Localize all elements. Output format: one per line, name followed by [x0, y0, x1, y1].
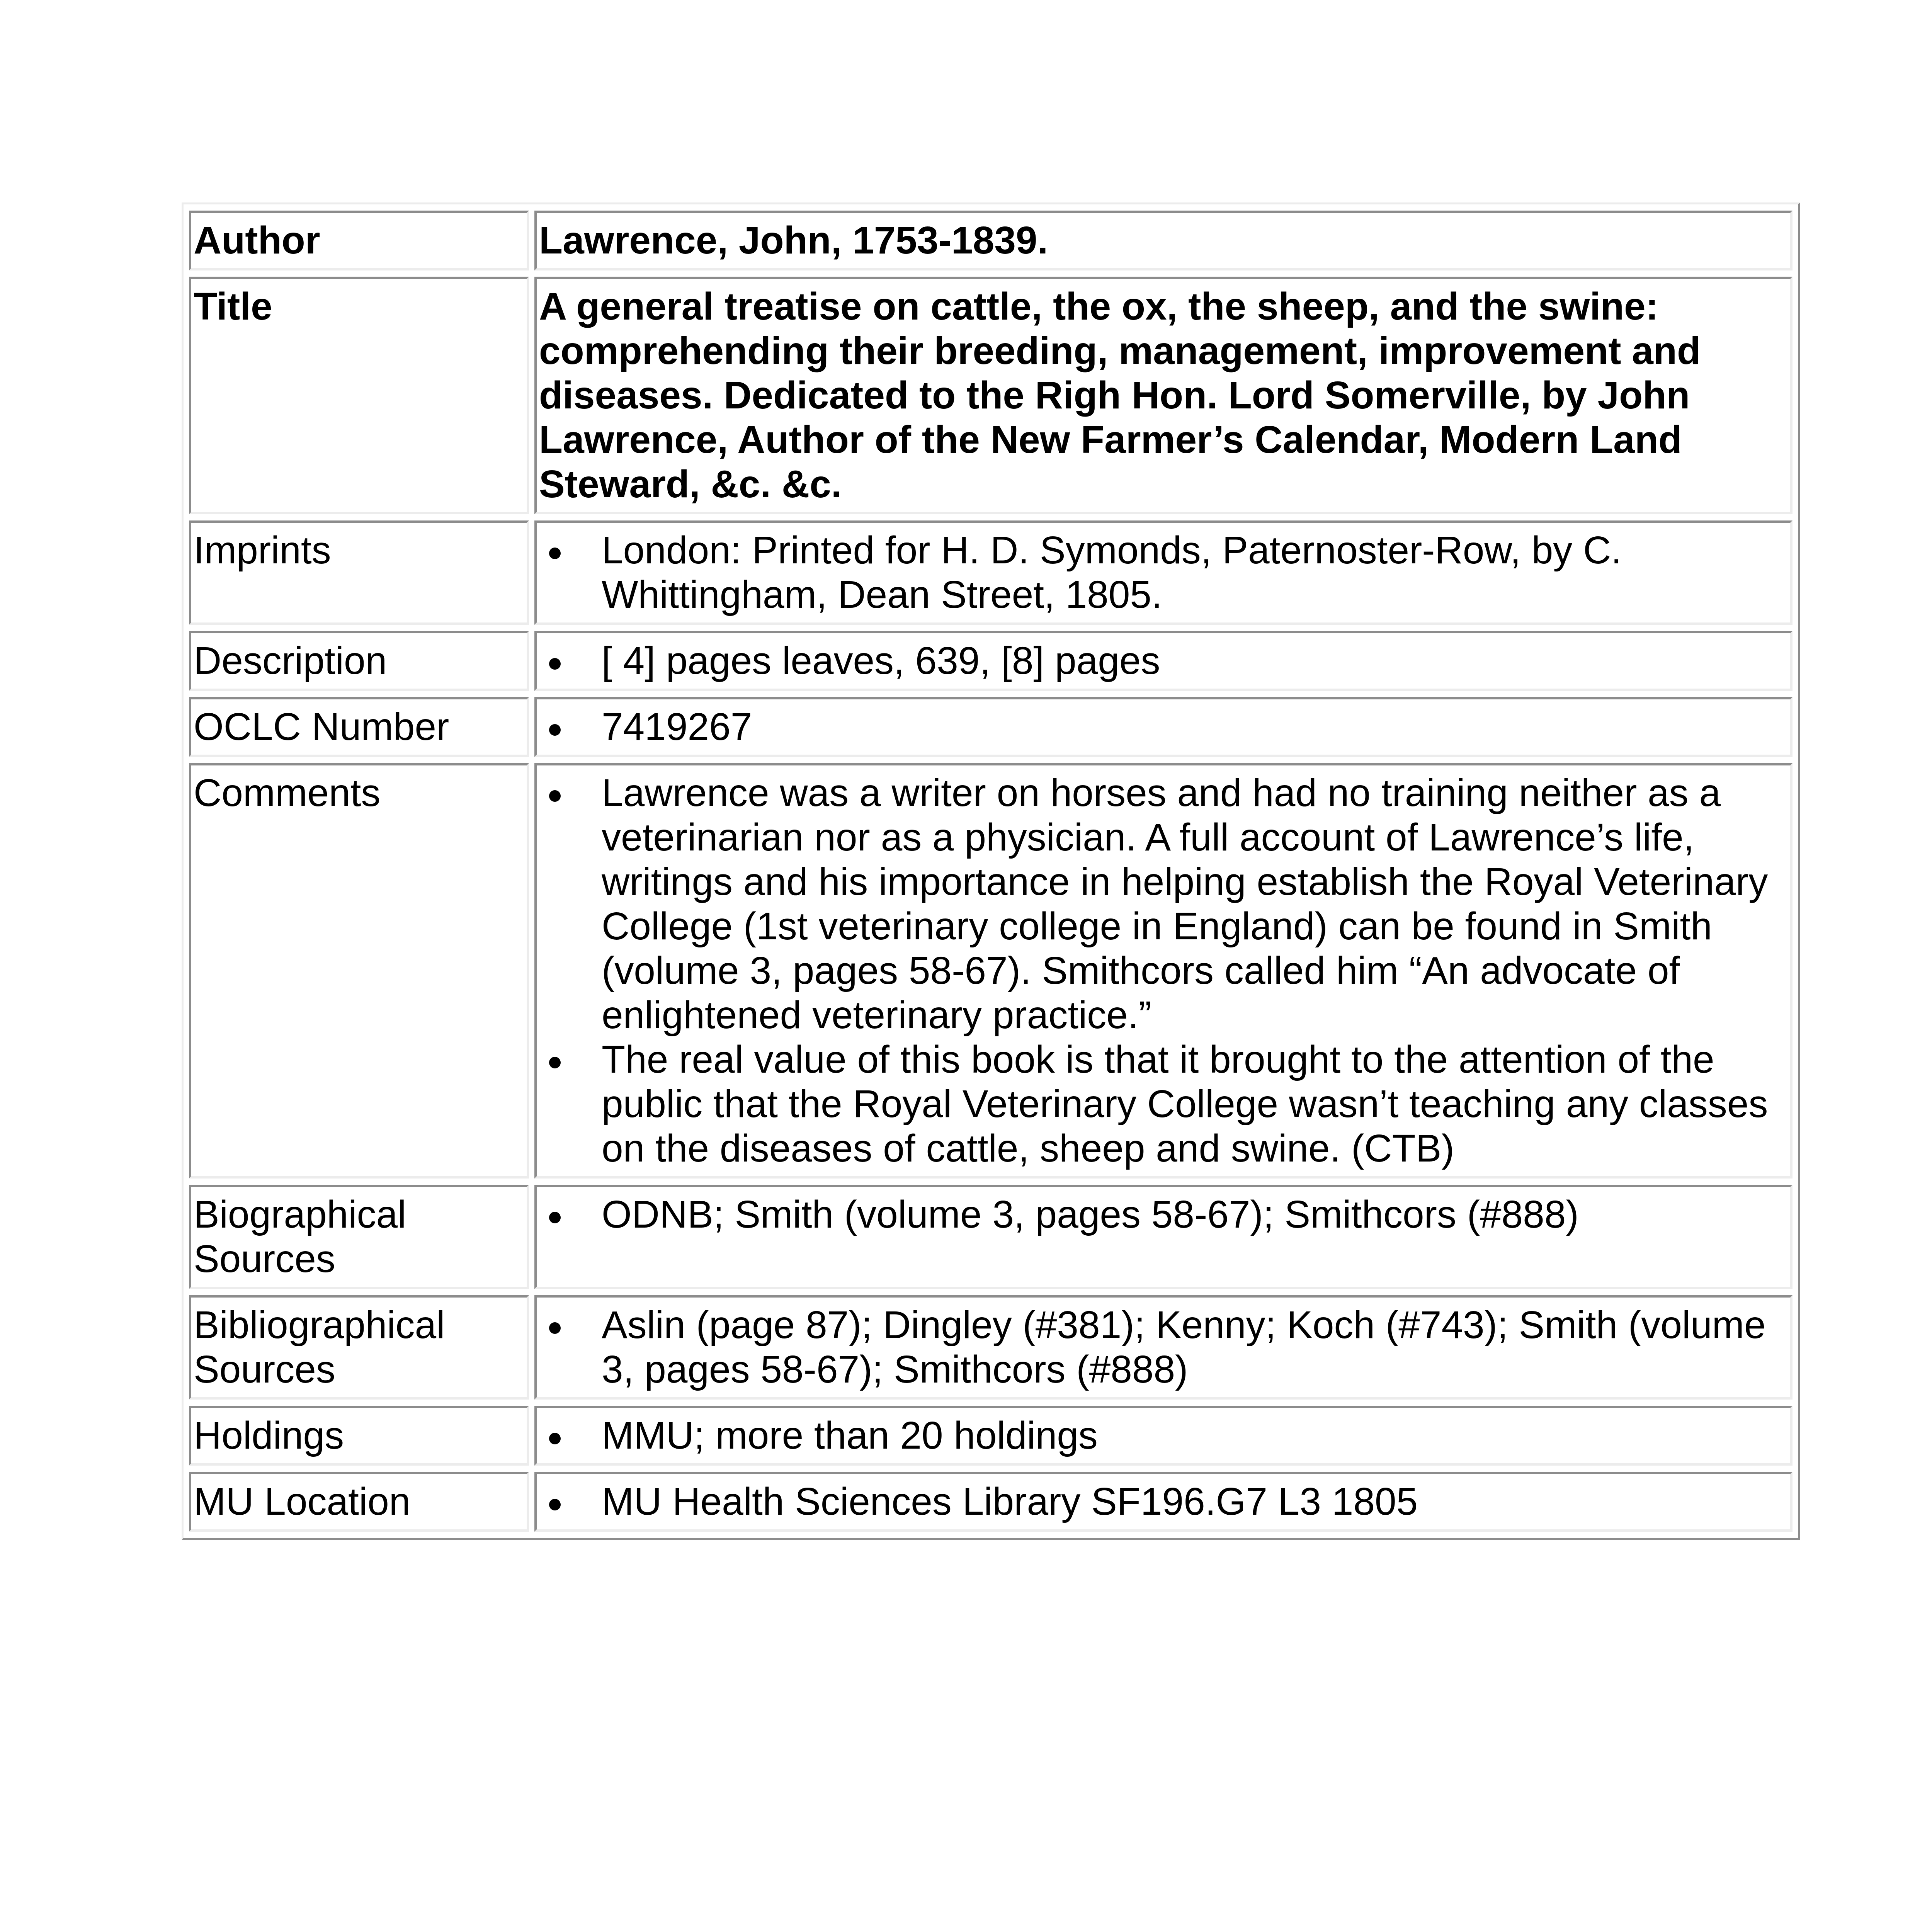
- list-item: [602, 1037, 1787, 1171]
- description-list: [539, 639, 1787, 683]
- field-label-bibliographical-sources: Bibliographical Sources: [189, 1295, 529, 1400]
- field-value-mu-location: [534, 1472, 1793, 1532]
- field-label-biographical-sources: Biographical Sources: [189, 1185, 529, 1289]
- bullet-icon: [549, 724, 561, 736]
- bullet-icon: [549, 790, 561, 802]
- table-row-biographical-sources: [189, 1185, 1793, 1289]
- table-row-bibliographical-sources: [189, 1295, 1793, 1400]
- field-value-title: A general treatise on cattle, the ox, the sheep, and the swine: comprehending their breeding, management, improvement and diseases. Dedicated to the Righ Hon. Lord Somerville, by John Lawrence, Author of the New Farmer’s Calendar, Modern Land Steward, &c. &c.: [534, 277, 1793, 514]
- field-value-description: [534, 631, 1793, 691]
- bullet-icon: [549, 1212, 561, 1223]
- bullet-icon: [549, 658, 561, 670]
- field-label-oclc-number: OCLC Number: [189, 697, 529, 757]
- biographical-sources-list: [539, 1192, 1787, 1237]
- table-row-comments: [189, 763, 1793, 1179]
- list-item-text: Lawrence was a writer on horses and had no training neither as a veterinarian nor as a physician. A full account of Lawrence’s life, writings and his importance in helping establish the Royal Veterinary College (1st veterinary college in England) can be found in Smith (volume 3, pages 58-67). Smithcors called him “An advocate of enlightened veterinary practice.”: [602, 771, 1768, 1037]
- list-item-text: ODNB; Smith (volume 3, pages 58-67); Smithcors (#888): [602, 1193, 1579, 1236]
- field-label-imprints: Imprints: [189, 520, 529, 625]
- list-item: [602, 771, 1787, 1037]
- list-item: [602, 1480, 1787, 1524]
- list-item: [602, 1303, 1787, 1392]
- field-value-author: Lawrence, John, 1753-1839.: [534, 211, 1793, 270]
- bullet-icon: [549, 548, 561, 559]
- table-row-title: [189, 277, 1793, 514]
- table-row-author: [189, 211, 1793, 270]
- list-item-text: London: Printed for H. D. Symonds, Paternoster-Row, by C. Whittingham, Dean Street, 1805.: [602, 529, 1622, 616]
- list-item-text: 7419267: [602, 705, 752, 748]
- table-row-description: [189, 631, 1793, 691]
- bibliographical-sources-list: [539, 1303, 1787, 1392]
- list-item: [602, 1192, 1787, 1237]
- mu-location-list: [539, 1480, 1787, 1524]
- field-value-bibliographical-sources: [534, 1295, 1793, 1400]
- table-row-oclc-number: [189, 697, 1793, 757]
- field-value-holdings: [534, 1406, 1793, 1466]
- field-value-comments: [534, 763, 1793, 1179]
- table-row-mu-location: [189, 1472, 1793, 1532]
- field-label-holdings: Holdings: [189, 1406, 529, 1466]
- field-label-comments: Comments: [189, 763, 529, 1179]
- oclc-list: [539, 705, 1787, 749]
- bullet-icon: [549, 1433, 561, 1444]
- list-item-text: MMU; more than 20 holdings: [602, 1414, 1098, 1457]
- imprints-list: [539, 528, 1787, 617]
- list-item-text: [ 4] pages leaves, 639, [8] pages: [602, 639, 1160, 682]
- field-value-oclc-number: [534, 697, 1793, 757]
- holdings-list: [539, 1413, 1787, 1458]
- list-item: [602, 639, 1787, 683]
- field-label-description: Description: [189, 631, 529, 691]
- list-item: [602, 705, 1787, 749]
- bullet-icon: [549, 1057, 561, 1068]
- list-item: [602, 528, 1787, 617]
- bullet-icon: [549, 1322, 561, 1334]
- list-item-text: MU Health Sciences Library SF196.G7 L3 1805: [602, 1480, 1418, 1523]
- bullet-icon: [549, 1499, 561, 1510]
- field-value-biographical-sources: [534, 1185, 1793, 1289]
- list-item: [602, 1413, 1787, 1458]
- table-row-imprints: [189, 520, 1793, 625]
- field-label-mu-location: MU Location: [189, 1472, 529, 1532]
- bibliographic-record-table: [182, 202, 1800, 1540]
- list-item-text: Aslin (page 87); Dingley (#381); Kenny; Koch (#743); Smith (volume 3, pages 58-67); Smithcors (#888): [602, 1303, 1766, 1391]
- field-value-imprints: [534, 520, 1793, 625]
- list-item-text: The real value of this book is that it brought to the attention of the public that the Royal Veterinary College wasn’t teaching any classes on the diseases of cattle, sheep and swine. (CTB): [602, 1038, 1768, 1170]
- comments-list: [539, 771, 1787, 1171]
- field-label-author: Author: [189, 211, 529, 270]
- field-label-title: Title: [189, 277, 529, 514]
- table-row-holdings: [189, 1406, 1793, 1466]
